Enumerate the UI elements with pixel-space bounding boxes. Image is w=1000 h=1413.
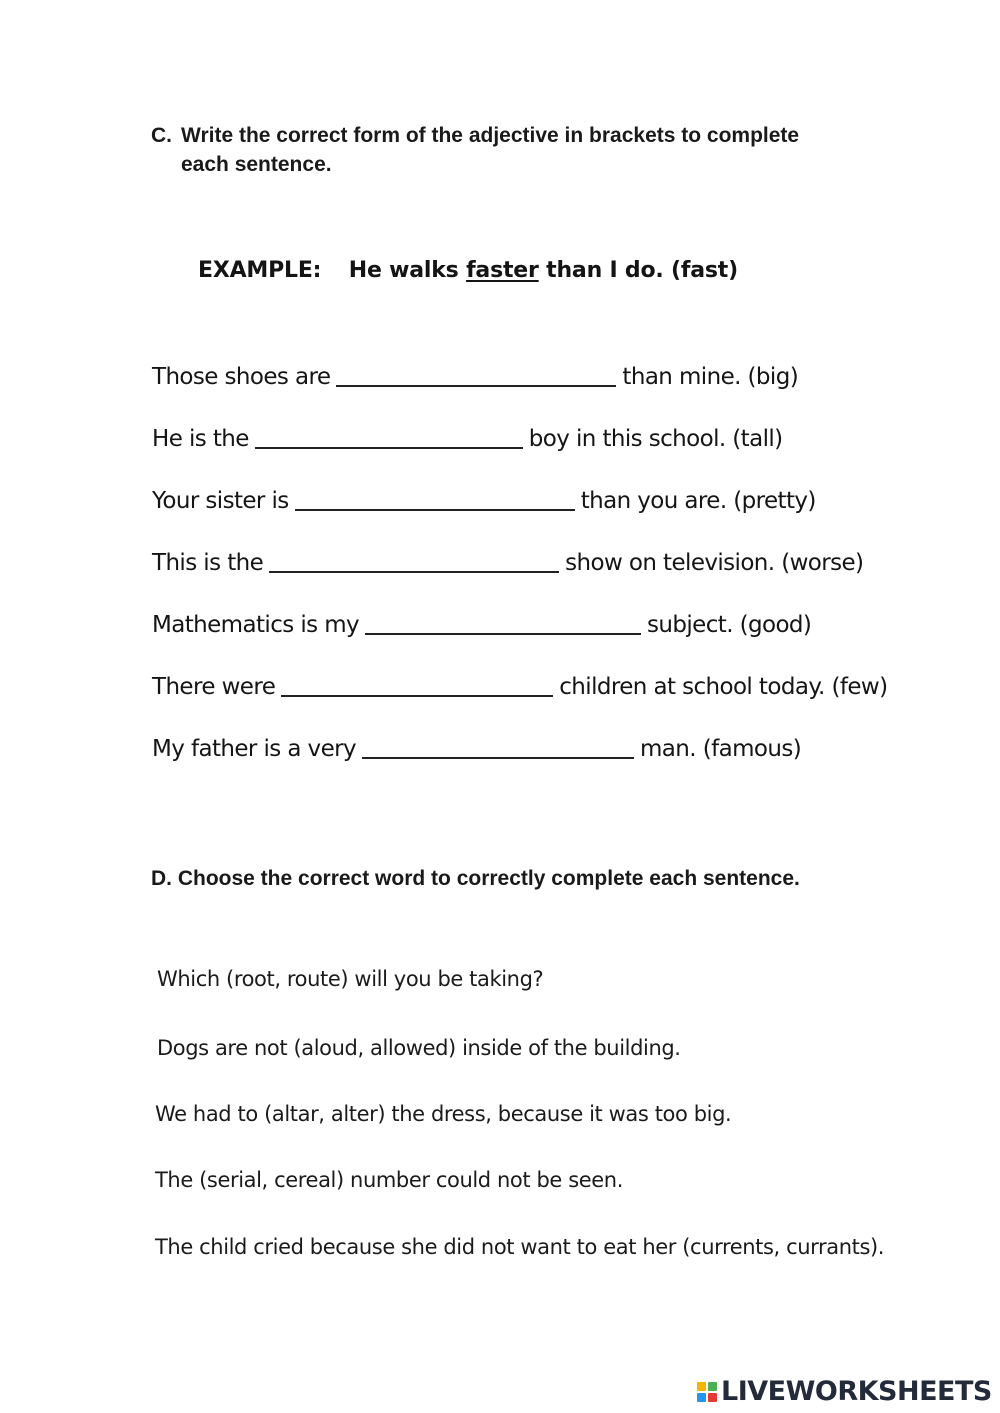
fill-sentence-4 (152, 550, 863, 576)
logo-square-icon (708, 1382, 717, 1391)
fill-sentence-before: Your sister is (152, 488, 289, 514)
answer-blank-5[interactable] (365, 613, 641, 635)
fill-sentence-before: This is the (152, 550, 264, 576)
fill-sentence-before: He is the (152, 426, 249, 452)
logo-grid-icon (697, 1382, 717, 1402)
example-answer: faster (466, 258, 539, 283)
fill-sentence-after: man. (famous) (640, 736, 802, 762)
fill-sentence-after: boy in this school. (tall) (528, 426, 783, 452)
fill-sentence-2 (152, 426, 783, 452)
answer-blank-7[interactable] (362, 737, 634, 759)
fill-sentence-before: Mathematics is my (152, 612, 360, 638)
section-c-heading (151, 121, 911, 179)
fill-sentence-1 (152, 364, 798, 390)
example-after: than I do. (fast) (546, 258, 738, 283)
fill-sentence-7 (152, 736, 801, 762)
answer-blank-6[interactable] (281, 675, 553, 697)
logo-text: LIVEWORKSHEETS (721, 1376, 992, 1407)
fill-sentence-after: than mine. (big) (622, 364, 799, 390)
choose-sentence-2: Dogs are not (aloud, allowed) inside of the building. (157, 1036, 681, 1060)
answer-blank-2[interactable] (255, 427, 523, 449)
example-label: EXAMPLE: (198, 258, 322, 283)
liveworksheets-logo[interactable] (697, 1376, 992, 1407)
fill-sentence-before: Those shoes are (152, 364, 331, 390)
section-d-heading: D. Choose the correct word to correctly complete each sentence. (151, 867, 800, 890)
fill-sentence-after: than you are. (pretty) (580, 488, 816, 514)
fill-sentence-6 (152, 674, 887, 700)
answer-blank-4[interactable] (269, 551, 559, 573)
choose-sentence-3: We had to (altar, alter) the dress, because it was too big. (155, 1102, 732, 1126)
fill-sentence-3 (152, 488, 816, 514)
logo-square-icon (708, 1393, 717, 1402)
fill-sentence-after: show on television. (worse) (565, 550, 864, 576)
section-c-instruction-line1: Write the correct form of the adjective in brackets to complete (181, 124, 800, 147)
answer-blank-3[interactable] (295, 489, 575, 511)
example-line (198, 258, 738, 283)
choose-sentence-4: The (serial, cereal) number could not be seen. (155, 1168, 623, 1192)
fill-sentence-before: There were (152, 674, 276, 700)
logo-square-icon (697, 1382, 706, 1391)
fill-sentence-5 (152, 612, 811, 638)
answer-blank-1[interactable] (336, 365, 616, 387)
fill-sentence-before: My father is a very (152, 736, 356, 762)
logo-square-icon (697, 1393, 706, 1402)
choose-sentence-1: Which (root, route) will you be taking? (157, 967, 544, 991)
choose-sentence-5: The child cried because she did not want to eat her (currents, currants). (155, 1235, 885, 1259)
fill-sentence-after: subject. (good) (647, 612, 812, 638)
section-c-letter: C. (151, 124, 172, 147)
example-before: He walks (348, 258, 459, 283)
section-c-instruction-line2: each sentence. (181, 153, 332, 176)
fill-sentence-after: children at school today. (few) (559, 674, 888, 700)
